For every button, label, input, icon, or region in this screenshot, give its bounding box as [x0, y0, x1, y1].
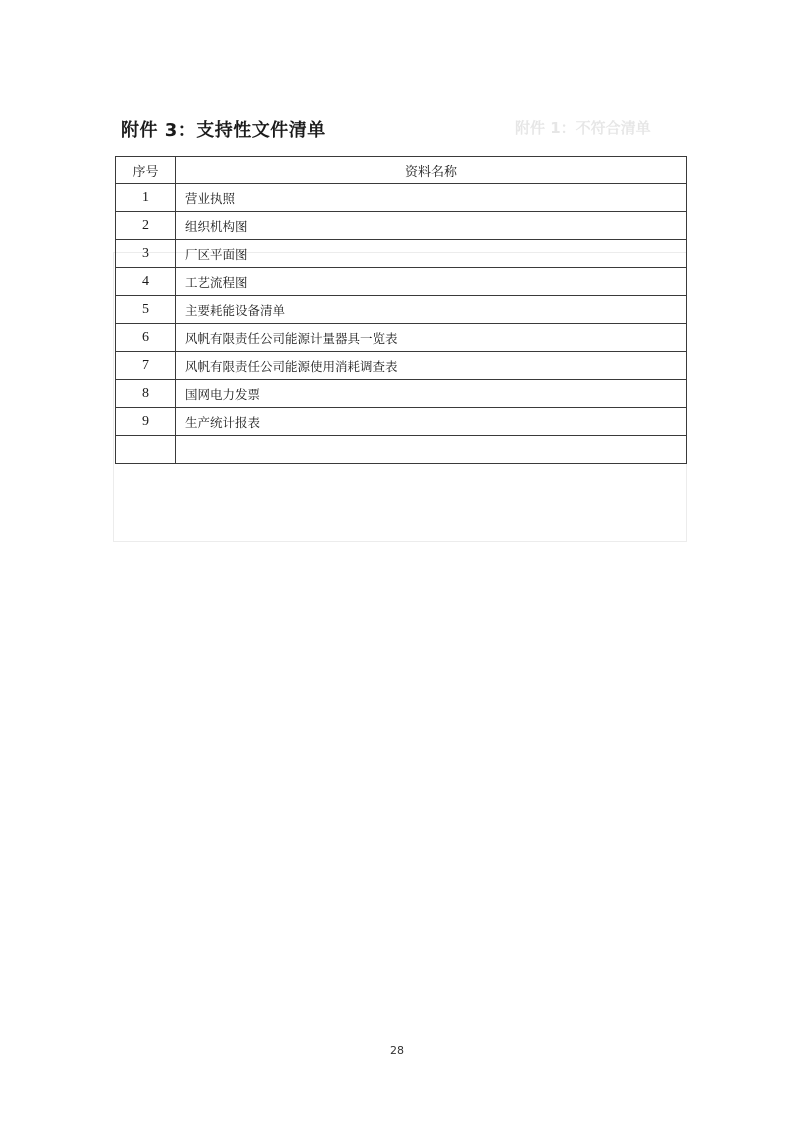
- column-header-name: 资料名称: [176, 157, 687, 184]
- row-document-name: 生产统计报表: [176, 408, 687, 436]
- row-index: 9: [116, 408, 176, 436]
- column-header-index: 序号: [116, 157, 176, 184]
- row-index: [116, 436, 176, 464]
- row-document-name: 主要耗能设备清单: [176, 296, 687, 324]
- table-row: [116, 212, 687, 240]
- row-index: 5: [116, 296, 176, 324]
- supporting-documents-table: [115, 156, 687, 464]
- row-document-name: 营业执照: [176, 184, 687, 212]
- table-row: [116, 240, 687, 268]
- row-document-name: 厂区平面图: [176, 240, 687, 268]
- table-row: [116, 184, 687, 212]
- table-header-row: [116, 157, 687, 184]
- table-row: [116, 408, 687, 436]
- bleed-through-heading: 附件 1：不符合清单: [515, 119, 651, 137]
- row-index: 3: [116, 240, 176, 268]
- table-row: [116, 352, 687, 380]
- row-index: 7: [116, 352, 176, 380]
- table-row: [116, 268, 687, 296]
- page-number: 28: [390, 1044, 404, 1057]
- table-row: [116, 296, 687, 324]
- table-row: [116, 380, 687, 408]
- row-document-name: 国网电力发票: [176, 380, 687, 408]
- row-index: 6: [116, 324, 176, 352]
- row-index: 2: [116, 212, 176, 240]
- row-document-name: 风帆有限责任公司能源使用消耗调查表: [176, 352, 687, 380]
- table-row-empty: [116, 436, 687, 464]
- row-document-name: [176, 436, 687, 464]
- table-row: [116, 324, 687, 352]
- attachment-heading: 附件 3：支持性文件清单: [121, 120, 326, 141]
- row-index: 1: [116, 184, 176, 212]
- row-index: 4: [116, 268, 176, 296]
- row-document-name: 组织机构图: [176, 212, 687, 240]
- row-document-name: 工艺流程图: [176, 268, 687, 296]
- row-document-name: 风帆有限责任公司能源计量器具一览表: [176, 324, 687, 352]
- row-index: 8: [116, 380, 176, 408]
